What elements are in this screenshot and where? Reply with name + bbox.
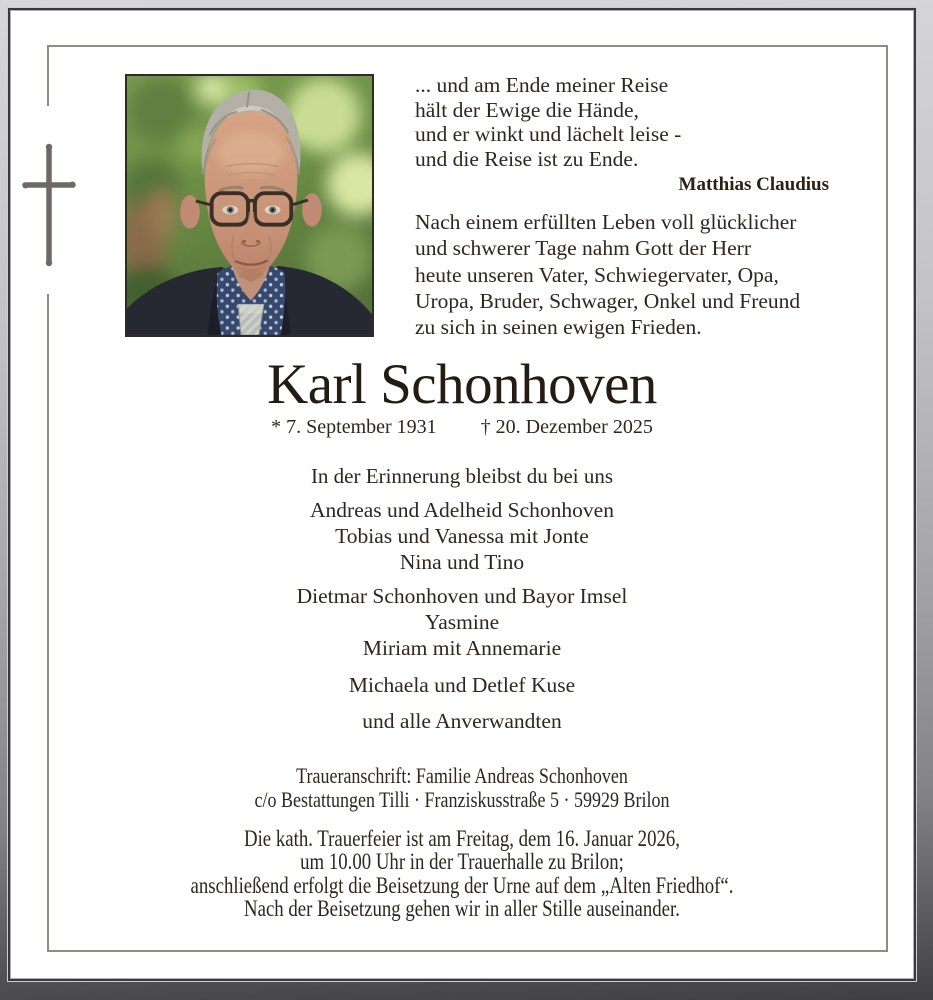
funeral-details [10, 828, 914, 922]
mourners-group-2 [10, 584, 914, 662]
announcement-line: zu sich in seinen ewigen Frieden. [415, 315, 702, 340]
mourner-line: Dietmar Schonhoven und Bayor Imsel [296, 584, 628, 608]
obituary-page [8, 8, 916, 981]
funeral-line: um 10.00 Uhr in der Trauerhalle zu Brilon; [300, 849, 624, 876]
quote-attribution: Matthias Claudius [678, 174, 829, 195]
mourners-group-1 [10, 498, 914, 576]
quote-line: und die Reise ist zu Ende. [415, 146, 639, 171]
deceased-name: Karl Schonhoven [267, 353, 657, 416]
quote-block [415, 73, 829, 198]
mourner-line: Nina und Tino [399, 549, 525, 574]
announcement-line: und schwerer Tage nahm Gott der Herr [415, 236, 752, 261]
mourner-line: Michaela und Detlef Kuse [348, 673, 576, 697]
quote-line: ... und am Ende meiner Reise [415, 73, 669, 97]
mourners-group-4 [10, 709, 914, 735]
announcement-line: heute unseren Vater, Schwiegervater, Opa, [415, 262, 779, 287]
birth-date: * 7. September 1931 [271, 416, 437, 438]
life-dates [10, 415, 914, 439]
mourner-line: Andreas und Adelheid Schonhoven [310, 498, 614, 522]
mourning-address [10, 764, 914, 811]
address-line: c/o Bestattungen Tilli · Franziskusstraße 5 · 59929 Brilon [254, 786, 670, 812]
mourner-line: und alle Anverwandten [362, 709, 562, 733]
announcement-line: Nach einem erfüllten Leben voll glücklicher [415, 210, 797, 234]
mourner-line: Yasmine [424, 609, 500, 634]
remembrance-intro: In der Erinnerung bleibst du bei uns [310, 464, 614, 488]
mourner-line: Miriam mit Annemarie [362, 635, 562, 660]
mourners-group-3 [10, 673, 914, 699]
death-date: † 20. Dezember 2025 [480, 416, 653, 438]
funeral-line: Nach der Beisetzung gehen wir in aller Stille auseinander. [244, 896, 680, 923]
mourner-line: Tobias und Vanessa mit Jonte [335, 523, 589, 548]
announcement-block [415, 209, 833, 340]
quote-line: hält der Ewige die Hände, [415, 97, 639, 122]
funeral-line: anschließend erfolgt die Beisetzung der Urne auf dem „Alten Friedhof“. [190, 872, 734, 899]
quote-line: und er winkt und lächelt leise - [415, 122, 682, 146]
address-line: Traueranschrift: Familie Andreas Schonhoven [296, 763, 628, 788]
portrait-photo [125, 74, 374, 337]
cross-icon [22, 143, 76, 267]
announcement-line: Uropa, Bruder, Schwager, Onkel und Freund [415, 288, 801, 313]
funeral-line: Die kath. Trauerfeier ist am Freitag, dem 16. Januar 2026, [244, 826, 680, 852]
